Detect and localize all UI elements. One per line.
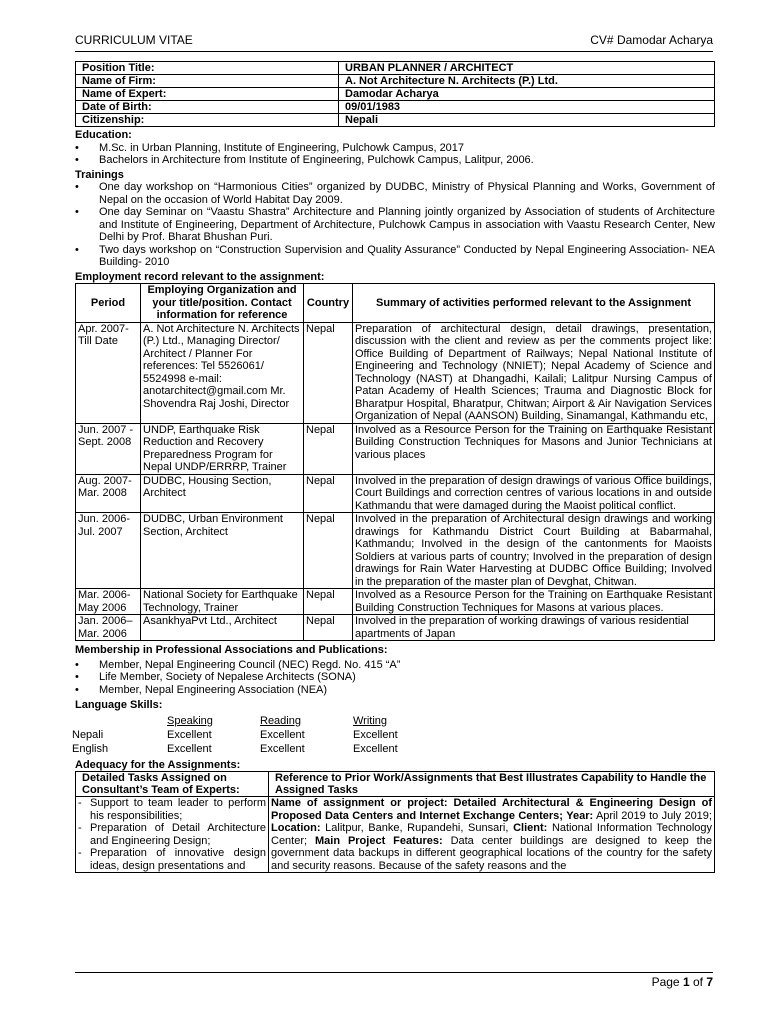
list-item: • One day workshop on “Harmonious Cities” organized by DUDBC, Ministry of Physical Planning and Works, Government of Nepal on the occasion of World Habitat Day 2009. bbox=[99, 181, 715, 206]
label-cell: Position Title: bbox=[76, 62, 339, 75]
speaking-level: Excellent bbox=[167, 728, 212, 741]
writing-header: Writing bbox=[353, 714, 388, 727]
country-cell: Nepal bbox=[304, 589, 353, 615]
membership-heading: Membership in Professional Associations and Publications: bbox=[75, 644, 388, 656]
employment-heading: Employment record relevant to the assignment: bbox=[75, 270, 325, 283]
column-header: Country bbox=[304, 284, 353, 323]
period-cell: Jun. 2007 - Sept. 2008 bbox=[76, 423, 141, 474]
writing-level: Excellent bbox=[353, 742, 398, 755]
list-item: • Bachelors in Architecture from Institute of Engineering, Pulchowk Campus, Lalitpur, 2006. bbox=[99, 154, 715, 167]
column-header: Period bbox=[76, 284, 141, 323]
table-header-row bbox=[76, 772, 715, 797]
table-row bbox=[76, 101, 715, 114]
footer-rule bbox=[75, 972, 713, 973]
summary-cell: Involved in the preparation of working drawings of various residential apartments of Japan bbox=[353, 615, 715, 641]
label-cell: Date of Birth: bbox=[76, 101, 339, 114]
period-cell: Jun. 2006- Jul. 2007 bbox=[76, 513, 141, 589]
list-item: • Two days workshop on “Construction Supervision and Quality Assurance” Conducted by Nepal Engineering Association- NEA Building- 2010 bbox=[99, 244, 715, 269]
table-row bbox=[76, 75, 715, 88]
label-cell: Citizenship: bbox=[76, 114, 339, 127]
summary-cell: Involved in the preparation of Architectural design drawings and working drawings for Kathmandu District Court Building at Babarmahal, Kathmandu; Involved in the design of the cantonments for Maoists Soldiers at various parts of country; Involved in the preparation of design drawings for Rain Water Harvesting at DUDBC Office Building; Involved in the preparation of the master plan of Devghat, Chitwan. bbox=[353, 513, 715, 589]
table-row bbox=[76, 114, 715, 127]
period-cell: Aug. 2007- Mar. 2008 bbox=[76, 474, 141, 513]
value-cell: Damodar Acharya bbox=[339, 88, 715, 101]
summary-cell: Involved as a Resource Person for the Training on Earthquake Resistant Building Construction Techniques for Masons and Junior Technicians at various places bbox=[353, 423, 715, 474]
trainings-list bbox=[75, 181, 715, 269]
label-cell: Name of Firm: bbox=[76, 75, 339, 88]
country-cell: Nepal bbox=[304, 423, 353, 474]
list-item: • Life Member, Society of Nepalese Architects (SONA) bbox=[99, 671, 715, 684]
table-row bbox=[76, 797, 715, 873]
tasks-cell bbox=[76, 797, 269, 873]
adequacy-table bbox=[75, 771, 715, 873]
org-cell: DUDBC, Urban Environment Section, Architect bbox=[141, 513, 304, 589]
value-cell: URBAN PLANNER / ARCHITECT bbox=[339, 62, 715, 75]
speaking-level: Excellent bbox=[167, 742, 212, 755]
column-header: Employing Organization and your title/position. Contact information for reference bbox=[141, 284, 304, 323]
org-cell: National Society for Earthquake Technology, Trainer bbox=[141, 589, 304, 615]
cv-content bbox=[72, 61, 715, 873]
table-row bbox=[76, 62, 715, 75]
country-cell: Nepal bbox=[304, 322, 353, 423]
page-number: Page 1 of 7 bbox=[651, 975, 713, 989]
summary-cell: Involved in the preparation of design drawings of various Office buildings, Court Buildings and correction centres of various locations in and outside Kathmandu that were damaged during the Maoist political conflict. bbox=[353, 474, 715, 513]
table-row bbox=[76, 474, 715, 513]
summary-cell: Involved as a Resource Person for the Training on Earthquake Resistant Building Construction Techniques for Masons at various places. bbox=[353, 589, 715, 615]
value-cell: Nepali bbox=[339, 114, 715, 127]
period-cell: Apr. 2007- Till Date bbox=[76, 322, 141, 423]
country-cell: Nepal bbox=[304, 474, 353, 513]
employment-table bbox=[75, 283, 715, 641]
header-rule bbox=[75, 51, 713, 52]
list-item: - Preparation of Detail Architecture and Engineering Design; bbox=[78, 822, 266, 847]
reading-header: Reading bbox=[260, 714, 301, 727]
membership-list bbox=[75, 659, 715, 697]
language-skills bbox=[72, 713, 715, 757]
column-header: Summary of activities performed relevant to the Assignment bbox=[353, 284, 715, 323]
adequacy-heading: Adequacy for the Assignments: bbox=[75, 758, 241, 771]
org-cell: UNDP, Earthquake Risk Reduction and Recovery Preparedness Program for Nepal UNDP/ERRRP, Trainer bbox=[141, 423, 304, 474]
language-name: English bbox=[72, 742, 109, 755]
page-header bbox=[75, 34, 713, 50]
speaking-header: Speaking bbox=[167, 714, 213, 727]
country-cell: Nepal bbox=[304, 513, 353, 589]
table-row bbox=[76, 589, 715, 615]
education-list bbox=[75, 142, 715, 167]
column-header: Detailed Tasks Assigned on Consultant’s Team of Experts: bbox=[76, 772, 269, 797]
list-item: • One day Seminar on “Vaastu Shastra” Architecture and Planning jointly organized by Association of students of Architecture and Institute of Engineering, Department of Architecture, Pulchowk Campus in association with Vaastu Research Center, New Delhi by Prof. Bharat Bhushan Puri. bbox=[99, 206, 715, 244]
table-row bbox=[76, 615, 715, 641]
value-cell: A. Not Architecture N. Architects (P.) Ltd. bbox=[339, 75, 715, 88]
reading-level: Excellent bbox=[260, 742, 305, 755]
org-cell: AsankhyaPvt Ltd., Architect bbox=[141, 615, 304, 641]
reference-cell: Name of assignment or project: Detailed Architectural & Engineering Design of Proposed Data Centers and Internet Exchange Centers; Year: April 2019 to July 2019; Location: Lalitpur, Banke, Rupandehi, Sunsari, Client: National Information Technology Center; Main Project Features: Data center buildings are designed to keep the government data backups in different geographical locations of the country for the safety and security reasons. Because of the safety reasons and the bbox=[269, 797, 715, 873]
header-cv-id: CV# Damodar Acharya bbox=[590, 33, 713, 47]
summary-cell: Preparation of architectural design, detail drawings, presentation, discussion with the client and review as per the comments project like: Office Building of Department of Railways; Nepal National Institute of Engineering and Technology (NNIET); Nepal Academy of Science and Technology (NAST) at Dhangadhi, Kailali; Lalitpur Nursing Campus of Patan Academy of Health Sciences; Trauma and Diagnostic Block for Bharatpur Hospital, Bharatpur, Chitwan; Airport & Air Navigation Services Organization of Nepal (AANSON) Building, Sinamangal, Kathmandu etc, bbox=[353, 322, 715, 423]
writing-level: Excellent bbox=[353, 728, 398, 741]
period-cell: Jan. 2006– Mar. 2006 bbox=[76, 615, 141, 641]
list-item: • Member, Nepal Engineering Association (NEA) bbox=[99, 684, 715, 697]
language-name: Nepali bbox=[72, 728, 104, 741]
label-cell: Name of Expert: bbox=[76, 88, 339, 101]
list-item: • M.Sc. in Urban Planning, Institute of Engineering, Pulchowk Campus, 2017 bbox=[99, 142, 715, 155]
country-cell: Nepal bbox=[304, 615, 353, 641]
education-heading: Education: bbox=[75, 129, 132, 141]
list-item: • Member, Nepal Engineering Council (NEC) Regd. No. 415 “A” bbox=[99, 659, 715, 672]
table-row bbox=[76, 513, 715, 589]
table-row bbox=[76, 423, 715, 474]
header-title: CURRICULUM VITAE bbox=[75, 33, 193, 47]
reading-level: Excellent bbox=[260, 728, 305, 741]
table-row bbox=[76, 322, 715, 423]
value-cell: 09/01/1983 bbox=[339, 101, 715, 114]
org-cell: DUDBC, Housing Section, Architect bbox=[141, 474, 304, 513]
table-row bbox=[76, 88, 715, 101]
trainings-heading: Trainings bbox=[75, 168, 124, 181]
position-table bbox=[75, 61, 715, 127]
period-cell: Mar. 2006- May 2006 bbox=[76, 589, 141, 615]
list-item: - Preparation of innovative design ideas, design presentations and bbox=[78, 847, 266, 872]
table-header-row bbox=[76, 284, 715, 323]
list-item: - Support to team leader to perform his responsibilities; bbox=[78, 797, 266, 822]
column-header: Reference to Prior Work/Assignments that Best Illustrates Capability to Handle the Assigned Tasks bbox=[269, 772, 715, 797]
org-cell: A. Not Architecture N. Architects (P.) Ltd., Managing Director/ Architect / Planner For references: Tel 5526061/ 5524998 e-mail: anotarchitect@gmail.com Mr. Shovendra Raj Joshi, Director bbox=[141, 322, 304, 423]
language-heading: Language Skills: bbox=[75, 699, 163, 711]
